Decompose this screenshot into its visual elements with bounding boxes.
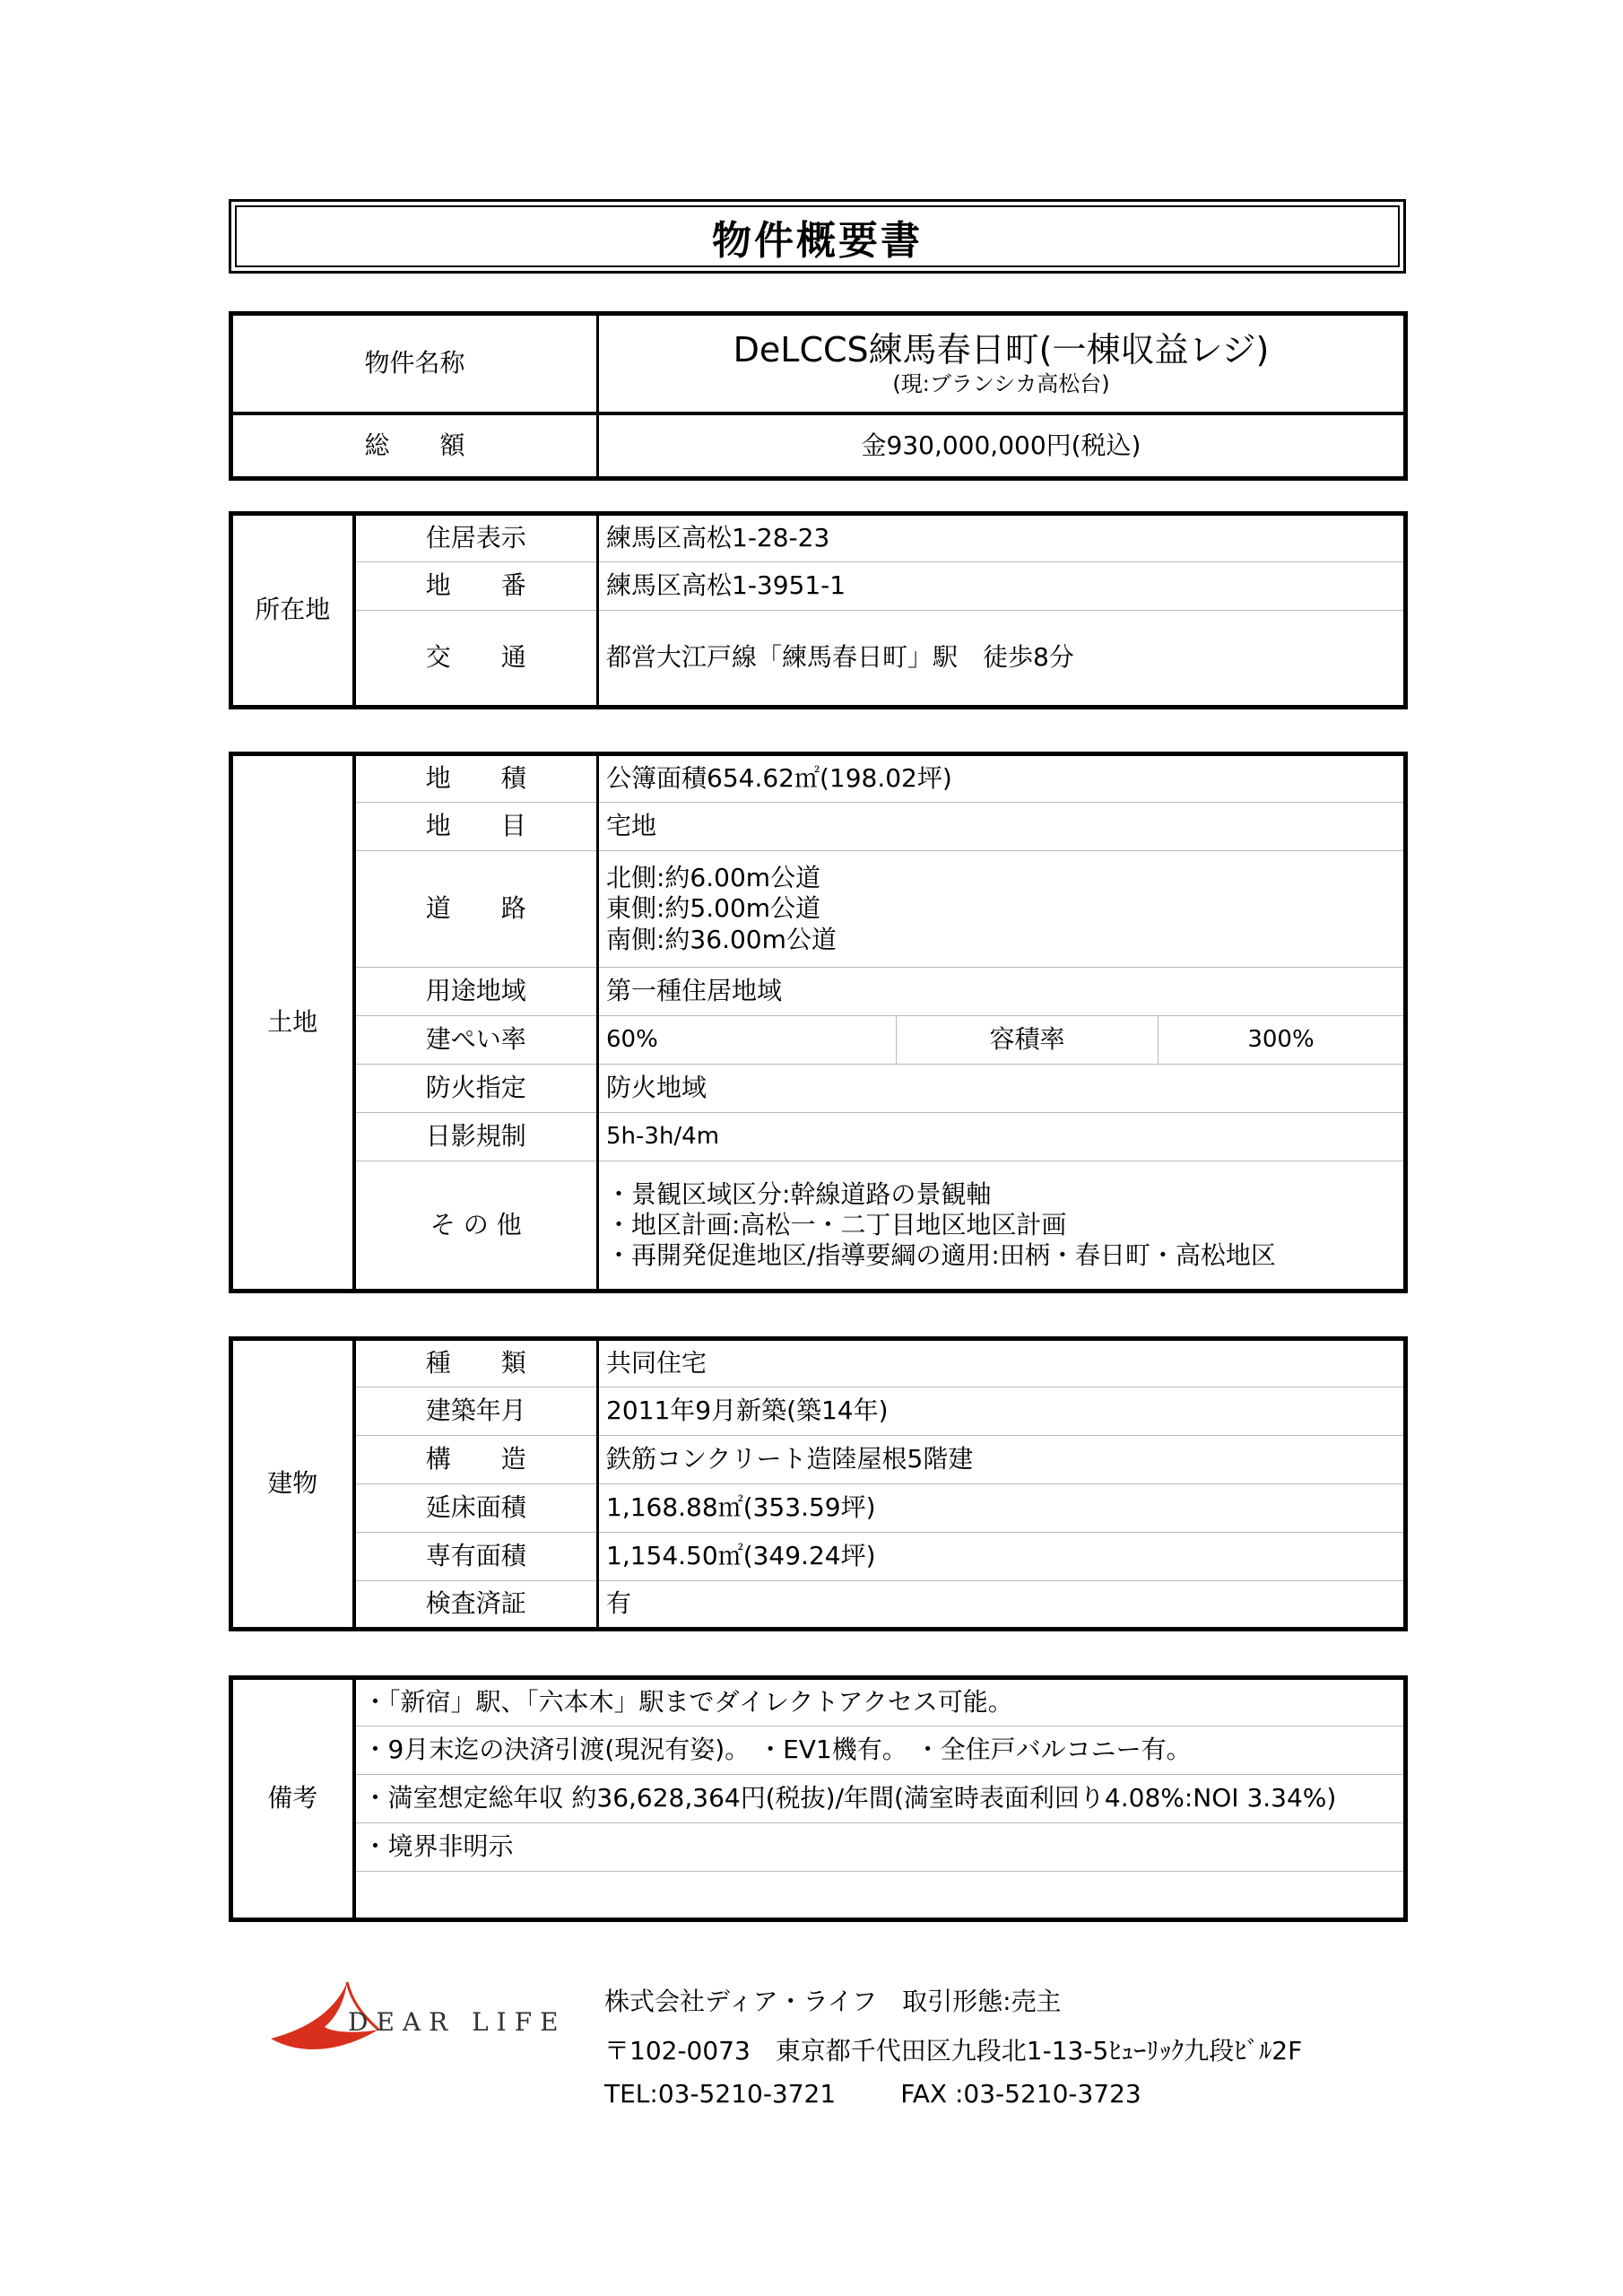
footer-company: 株式会社ディア・ライフ 取引形態:売主 <box>604 1987 1062 2016</box>
total-label-part1: 総 <box>364 430 390 460</box>
land-area-label: 地 積 <box>354 754 598 803</box>
land-other-value <box>598 1161 1406 1292</box>
location-label: 地 番 <box>354 562 598 611</box>
building-label: 建築年月 <box>354 1387 598 1436</box>
land-far-label: 容積率 <box>897 1016 1159 1065</box>
land-zone-label: 用途地域 <box>354 968 598 1016</box>
road-line: 北側:約6.00m公道 <box>606 863 821 893</box>
building-row <box>231 1339 1406 1387</box>
property-name-sub: (現:ブランシカ高松台) <box>892 370 1110 396</box>
remarks-line: ・9月末迄の決済引渡(現況有姿)。 ・EV1機有。 ・全住戸バルコニー有。 <box>354 1726 1406 1775</box>
land-row-road <box>231 851 1406 968</box>
land-other-label: そ の 他 <box>354 1161 598 1292</box>
remarks-line: ・境界非明示 <box>354 1823 1406 1872</box>
other-line: ・景観区域区分:幹線道路の景観軸 <box>606 1178 992 1209</box>
building-value: 2011年9月新築(築14年) <box>598 1387 1406 1436</box>
land-row-type <box>231 803 1406 851</box>
remarks-row <box>231 1726 1406 1775</box>
land-row-area <box>231 754 1406 803</box>
footer-fax: FAX :03-5210-3723 <box>900 2079 1141 2109</box>
land-far-value: 300% <box>1159 1016 1406 1065</box>
road-line: 南側:約36.00m公道 <box>606 924 837 954</box>
building-label: 延床面積 <box>354 1484 598 1533</box>
location-value: 練馬区高松1-28-23 <box>598 514 1406 562</box>
land-row-fire <box>231 1065 1406 1113</box>
building-category: 建物 <box>231 1339 354 1630</box>
other-line: ・地区計画:高松一・二丁目地区地区計画 <box>606 1209 1067 1239</box>
road-line: 東側:約5.00m公道 <box>606 893 821 924</box>
land-row-other <box>231 1161 1406 1292</box>
property-name-label: 物件名称 <box>231 314 598 413</box>
title-box <box>229 199 1406 274</box>
location-value: 都営大江戸線「練馬春日町」駅 徒歩8分 <box>598 611 1406 708</box>
other-line: ・再開発促進地区/指導要綱の適用:田柄・春日町・高松地区 <box>606 1240 1276 1271</box>
building-row <box>231 1581 1406 1630</box>
land-bcr-value: 60% <box>598 1016 897 1065</box>
location-label: 住居表示 <box>354 514 598 562</box>
property-name: DeLCCS練馬春日町(一棟収益レジ) <box>733 330 1270 370</box>
building-value: 1,168.88㎡(353.59坪) <box>598 1484 1406 1533</box>
building-label: 専有面積 <box>354 1533 598 1581</box>
logo-text: DEAR LIFE <box>348 2007 567 2037</box>
location-category: 所在地 <box>231 514 354 708</box>
document-title: 物件概要書 <box>235 205 1400 267</box>
land-shadow-label: 日影規制 <box>354 1113 598 1161</box>
property-table <box>229 311 1408 481</box>
remarks-row <box>231 1872 1406 1920</box>
remarks-line: ・「新宿」駅、「六本木」駅までダイレクトアクセス可能。 <box>354 1678 1406 1726</box>
remarks-row <box>231 1775 1406 1823</box>
building-label: 構 造 <box>354 1436 598 1484</box>
location-table <box>229 511 1408 709</box>
location-row-lot <box>231 562 1406 611</box>
land-zone-value: 第一種住居地域 <box>598 968 1406 1016</box>
building-row <box>231 1387 1406 1436</box>
land-fire-value: 防火地域 <box>598 1065 1406 1113</box>
location-value: 練馬区高松1-3951-1 <box>598 562 1406 611</box>
total-price: 金930,000,000円(税込) <box>598 413 1406 479</box>
property-name-cell <box>598 314 1406 413</box>
building-label: 検査済証 <box>354 1581 598 1630</box>
location-row-transport <box>231 611 1406 708</box>
land-row-shadow <box>231 1113 1406 1161</box>
land-area-value: 公簿面積654.62㎡(198.02坪) <box>598 754 1406 803</box>
footer-contact <box>604 2079 1141 2109</box>
remarks-row <box>231 1678 1406 1726</box>
building-value: 1,154.50㎡(349.24坪) <box>598 1533 1406 1581</box>
land-category: 土地 <box>231 754 354 1292</box>
total-price-label <box>231 413 598 479</box>
remarks-table <box>229 1675 1408 1922</box>
land-type-value: 宅地 <box>598 803 1406 851</box>
building-value: 有 <box>598 1581 1406 1630</box>
total-label-part2: 額 <box>439 430 465 460</box>
land-fire-label: 防火指定 <box>354 1065 598 1113</box>
location-label: 交 通 <box>354 611 598 708</box>
building-table <box>229 1336 1408 1631</box>
land-road-label: 道 路 <box>354 851 598 968</box>
land-type-label: 地 目 <box>354 803 598 851</box>
building-value: 共同住宅 <box>598 1339 1406 1387</box>
land-row-zone <box>231 968 1406 1016</box>
location-row-address <box>231 514 1406 562</box>
building-row <box>231 1533 1406 1581</box>
footer-tel: TEL:03-5210-3721 <box>604 2079 837 2109</box>
land-bcr-label: 建ぺい率 <box>354 1016 598 1065</box>
property-name-row <box>231 314 1406 413</box>
total-price-row <box>231 413 1406 479</box>
remarks-category: 備考 <box>231 1678 354 1920</box>
footer-address: 〒102-0073 東京都千代田区九段北1-13-5ﾋｭｰﾘｯｸ九段ﾋﾞﾙ2F <box>604 2036 1303 2066</box>
land-table <box>229 752 1408 1293</box>
building-value: 鉄筋コンクリート造陸屋根5階建 <box>598 1436 1406 1484</box>
building-label: 種 類 <box>354 1339 598 1387</box>
land-shadow-value: 5h-3h/4m <box>598 1113 1406 1161</box>
remarks-line: ・満室想定総年収 約36,628,364円(税抜)/年間(満室時表面利回り4.08%:NOI 3.34%) <box>354 1775 1406 1823</box>
land-row-ratio <box>231 1016 1406 1065</box>
land-road-value <box>598 851 1406 968</box>
building-row <box>231 1436 1406 1484</box>
building-row <box>231 1484 1406 1533</box>
remarks-row <box>231 1823 1406 1872</box>
remarks-line <box>354 1872 1406 1920</box>
